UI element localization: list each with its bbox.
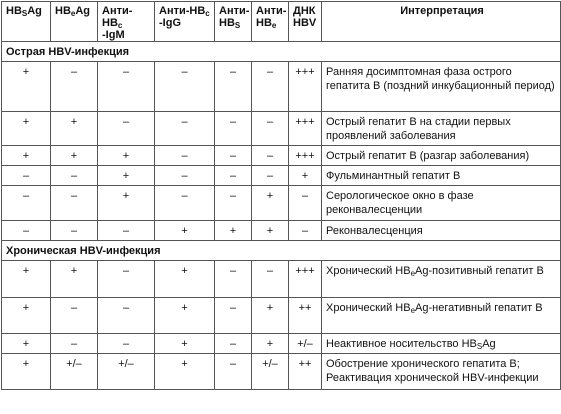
cell-anti-hbe: +: [252, 298, 289, 334]
table-row: [2, 166, 561, 186]
cell-anti-hbe: –: [252, 112, 289, 146]
cell-anti-hbc-igg: +: [155, 221, 215, 241]
cell-anti-hbs: –: [215, 298, 252, 334]
cell-anti-hbs: –: [215, 146, 252, 166]
cell-anti-hbc-igm: +: [98, 146, 155, 166]
cell-anti-hbe: –: [252, 146, 289, 166]
cell-hbv-dna: ++: [289, 354, 322, 390]
cell-interpretation: Реконвалесценция: [322, 221, 561, 241]
cell-hbeag: +: [51, 112, 98, 146]
cell-hbeag: –: [51, 186, 98, 221]
header-anti-hbe: Анти- $HB_e$: [252, 2, 289, 42]
cell-hbsag: –: [2, 166, 51, 186]
header-hbsag: $HB_SAg$: [2, 2, 51, 42]
cell-anti-hbc-igm: –: [98, 62, 155, 112]
table-row: [2, 186, 561, 221]
cell-anti-hbe: –: [252, 166, 289, 186]
cell-hbsag: +: [2, 62, 51, 112]
table-row: [2, 62, 561, 112]
header-anti-hbc-igg: Анти-$HB_c$ -IgG: [155, 2, 215, 42]
cell-anti-hbc-igm: +: [98, 186, 155, 221]
cell-hbsag: +: [2, 298, 51, 334]
cell-anti-hbs: +: [215, 221, 252, 241]
cell-hbeag: –: [51, 298, 98, 334]
header-hbv-dna: ДНК HBV: [289, 2, 322, 42]
cell-hbv-dna: +++: [289, 146, 322, 166]
cell-hbv-dna: ++: [289, 298, 322, 334]
cell-hbeag: –: [51, 221, 98, 241]
header-interpretation: Интерпретация: [322, 2, 561, 42]
cell-anti-hbc-igg: –: [155, 146, 215, 166]
section-title: Хроническая HBV-инфекция: [2, 241, 561, 261]
cell-hbeag: –: [51, 166, 98, 186]
table-row: [2, 146, 561, 166]
cell-hbsag: +: [2, 354, 51, 390]
cell-hbsag: –: [2, 221, 51, 241]
cell-anti-hbe: +: [252, 186, 289, 221]
cell-anti-hbc-igm: +: [98, 166, 155, 186]
header-hbeag: $HB_eAg$: [51, 2, 98, 42]
cell-hbeag: +: [51, 261, 98, 298]
hbv-markers-table: [1, 1, 561, 390]
cell-anti-hbc-igg: –: [155, 166, 215, 186]
cell-hbv-dna: +/–: [289, 334, 322, 354]
cell-hbv-dna: +++: [289, 62, 322, 112]
cell-interpretation: Неактивное носительство $HB_SAg$: [322, 334, 561, 354]
cell-hbeag: –: [51, 62, 98, 112]
cell-hbsag: +: [2, 112, 51, 146]
cell-hbeag: +/–: [51, 354, 98, 390]
cell-anti-hbs: –: [215, 186, 252, 221]
cell-hbv-dna: –: [289, 186, 322, 221]
cell-anti-hbs: –: [215, 261, 252, 298]
cell-hbv-dna: +++: [289, 112, 322, 146]
cell-anti-hbc-igg: +: [155, 298, 215, 334]
cell-anti-hbc-igm: –: [98, 261, 155, 298]
table-body: [2, 42, 561, 390]
cell-anti-hbc-igg: +: [155, 354, 215, 390]
cell-hbsag: +: [2, 261, 51, 298]
header-anti-hbs: Анти- $HB_S$: [215, 2, 252, 42]
cell-anti-hbs: –: [215, 112, 252, 146]
table-row: [2, 221, 561, 241]
cell-anti-hbe: –: [252, 261, 289, 298]
table-row: [2, 261, 561, 298]
cell-interpretation: Хронический $HB_eAg$-негативный гепатит В: [322, 298, 561, 334]
cell-anti-hbc-igg: +: [155, 334, 215, 354]
section-title: Острая HBV-инфекция: [2, 42, 561, 62]
table-row: [2, 354, 561, 390]
cell-hbeag: –: [51, 334, 98, 354]
cell-anti-hbc-igm: –: [98, 298, 155, 334]
cell-hbv-dna: –: [289, 221, 322, 241]
cell-anti-hbs: –: [215, 62, 252, 112]
cell-anti-hbe: –: [252, 62, 289, 112]
cell-anti-hbe: +: [252, 334, 289, 354]
cell-interpretation: Хронический $HB_eAg$-позитивный гепатит В: [322, 261, 561, 298]
cell-hbsag: –: [2, 186, 51, 221]
cell-anti-hbs: –: [215, 334, 252, 354]
table-row: [2, 112, 561, 146]
cell-interpretation: Острый гепатит В (разгар заболевания): [322, 146, 561, 166]
cell-anti-hbc-igg: –: [155, 186, 215, 221]
section-row: [2, 42, 561, 62]
table-row: [2, 298, 561, 334]
section-row: [2, 241, 561, 261]
cell-anti-hbc-igg: –: [155, 62, 215, 112]
cell-anti-hbc-igm: +/–: [98, 354, 155, 390]
cell-interpretation: Острый гепатит В на стадии первых проявлений заболевания: [322, 112, 561, 146]
cell-hbsag: +: [2, 146, 51, 166]
header-anti-hbc-igm: Анти-$HB_c$ -IgM: [98, 2, 155, 42]
cell-anti-hbe: +: [252, 221, 289, 241]
cell-anti-hbc-igg: +: [155, 261, 215, 298]
cell-interpretation: Обострение хронического гепатита В; Реактивация хронической HBV-инфекции: [322, 354, 561, 390]
cell-hbv-dna: +++: [289, 261, 322, 298]
cell-anti-hbs: –: [215, 354, 252, 390]
table-row: [2, 334, 561, 354]
cell-hbv-dna: +: [289, 166, 322, 186]
cell-anti-hbe: +/–: [252, 354, 289, 390]
cell-interpretation: Ранняя досимптомная фаза острого гепатита В (поздний инкубационный период): [322, 62, 561, 112]
cell-interpretation: Серологическое окно в фазе реконвалесценции: [322, 186, 561, 221]
cell-interpretation: Фульминантный гепатит В: [322, 166, 561, 186]
header-row: [2, 2, 561, 42]
cell-anti-hbc-igm: –: [98, 112, 155, 146]
cell-anti-hbs: –: [215, 166, 252, 186]
cell-hbsag: +: [2, 334, 51, 354]
cell-anti-hbc-igg: –: [155, 112, 215, 146]
cell-anti-hbc-igm: –: [98, 334, 155, 354]
cell-anti-hbc-igm: –: [98, 221, 155, 241]
cell-hbeag: +: [51, 146, 98, 166]
